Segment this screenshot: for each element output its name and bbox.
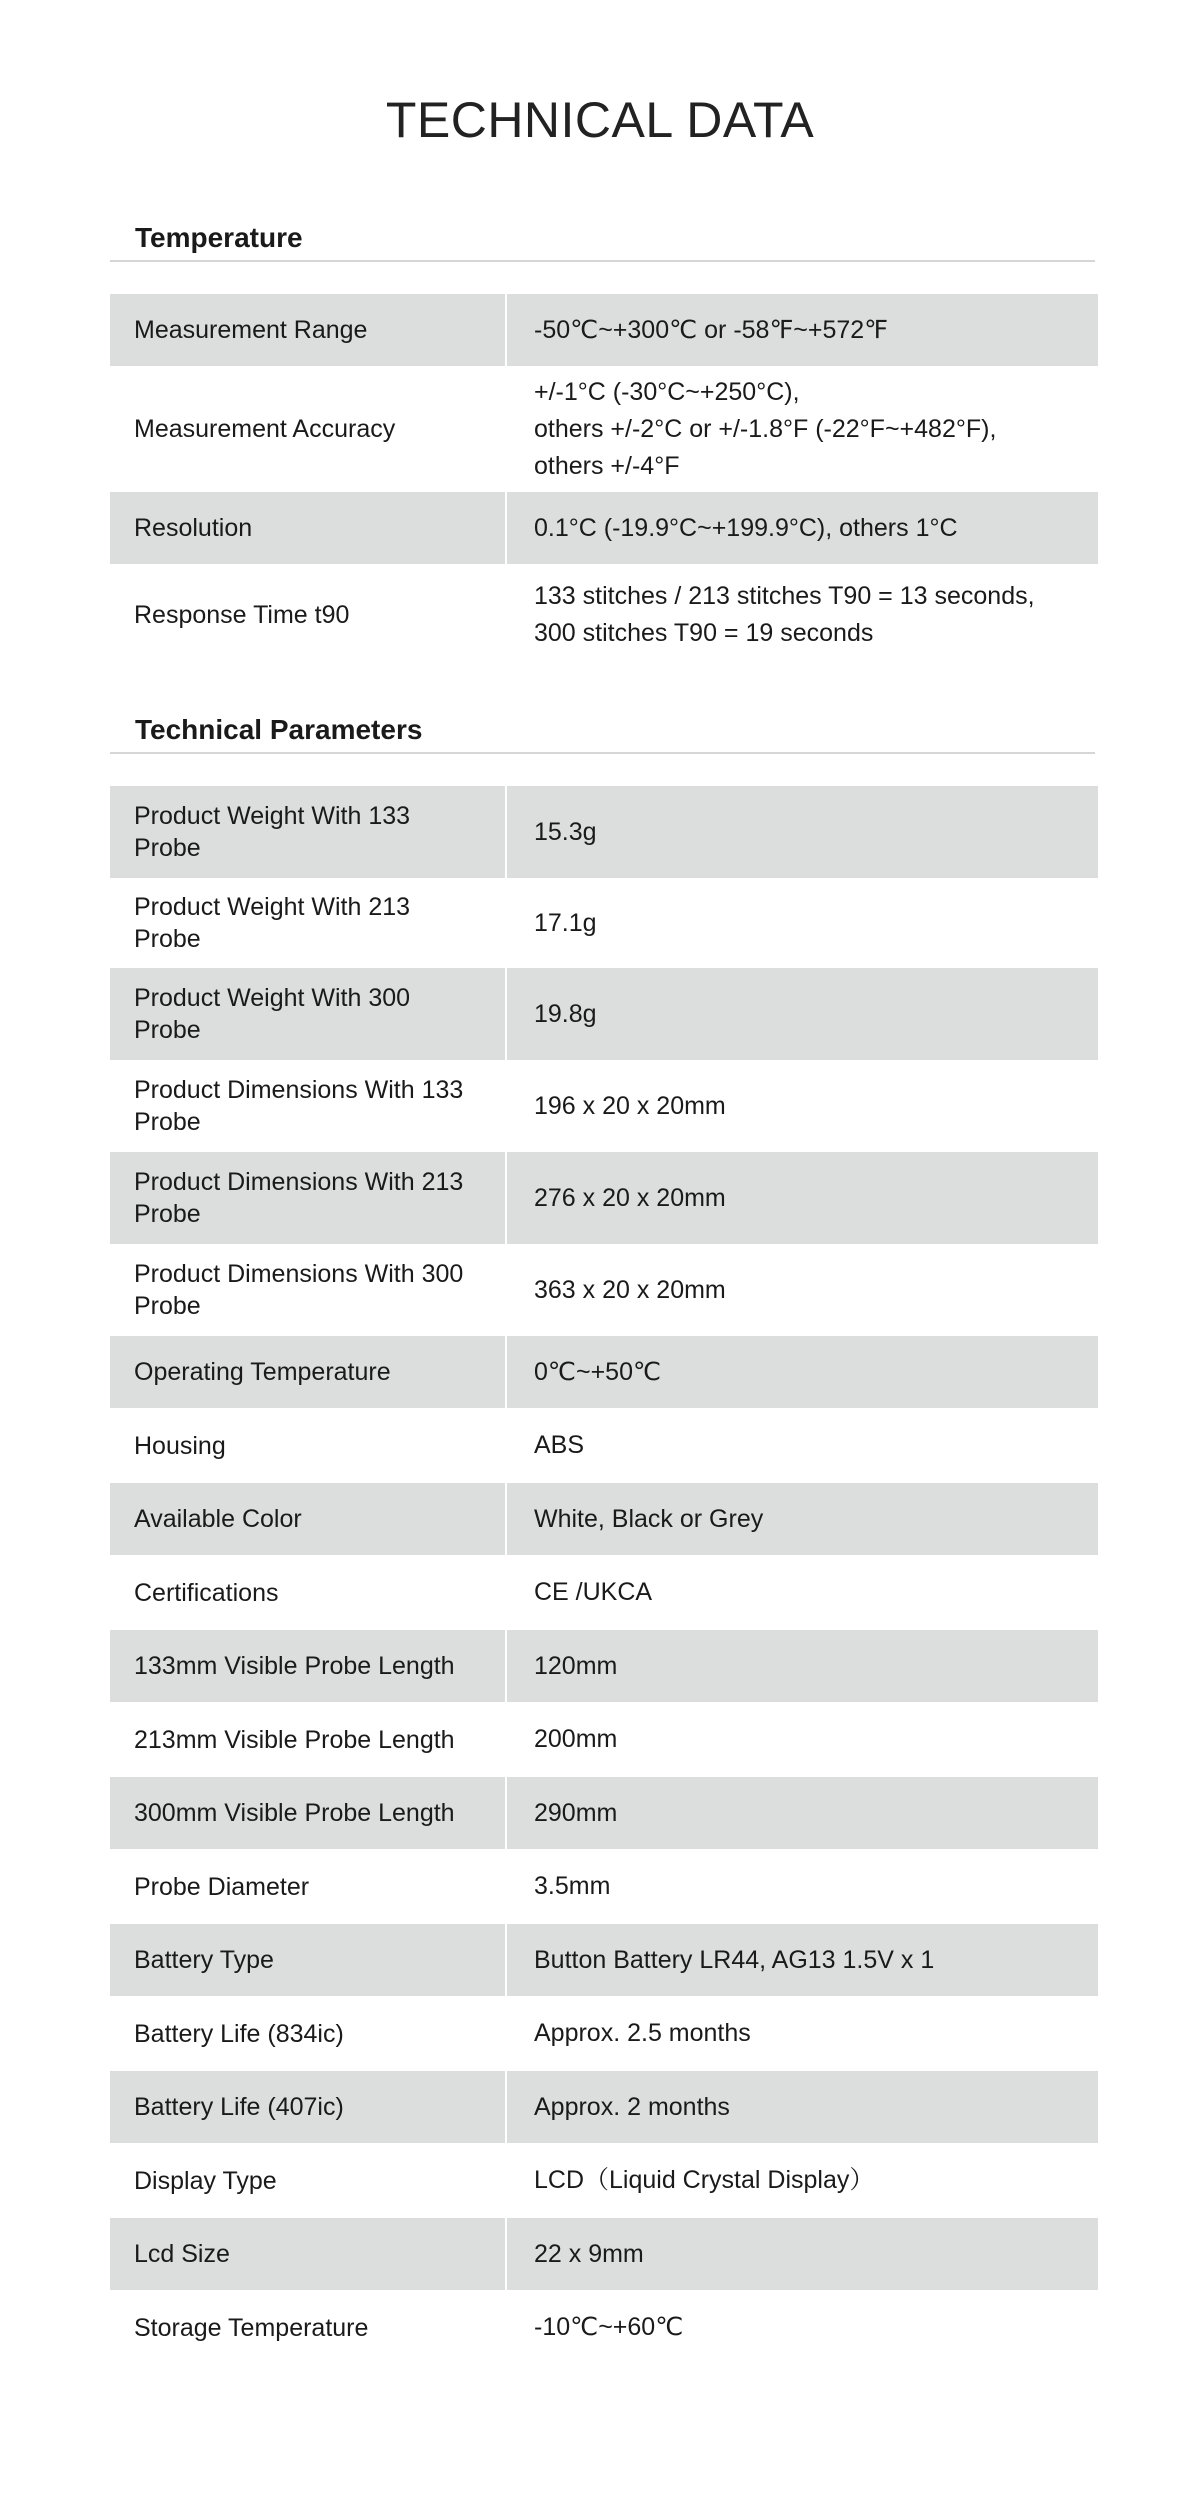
spec-row (110, 786, 1098, 878)
spec-row (110, 1483, 1098, 1555)
spec-value-line: 0℃~+50℃ (534, 1357, 662, 1386)
spec-label: Battery Life (834ic) (110, 1996, 507, 2071)
spec-value-line: 22 x 9mm (534, 2239, 644, 2268)
spec-value-line: 290mm (534, 1798, 618, 1827)
spec-row (110, 878, 1098, 968)
spec-label: Measurement Range (110, 294, 507, 366)
spec-label: 300mm Visible Probe Length (110, 1777, 507, 1849)
spec-value-line: CE /UKCA (534, 1578, 653, 1606)
spec-value (507, 1244, 1098, 1336)
spec-row (110, 564, 1098, 665)
spec-label: Display Type (110, 2143, 507, 2218)
spec-label: Lcd Size (110, 2218, 507, 2290)
spec-label: Product Dimensions With 300 Probe (110, 1244, 507, 1336)
spec-value (507, 2071, 1098, 2143)
spec-value-line: 15.3g (534, 817, 597, 846)
spec-label: Operating Temperature (110, 1336, 507, 1408)
spec-value-line: 276 x 20 x 20mm (534, 1183, 726, 1212)
spec-value (507, 1408, 1098, 1483)
spec-value (507, 968, 1098, 1060)
spec-value-line: 200mm (534, 1725, 618, 1753)
spec-row (110, 1408, 1098, 1483)
spec-row (110, 1702, 1098, 1777)
spec-value (507, 2218, 1098, 2290)
technical-parameters-spec-table (110, 786, 1098, 2365)
spec-value (507, 1555, 1098, 1630)
spec-label: Battery Life (407ic) (110, 2071, 507, 2143)
section-heading-label: Technical Parameters (135, 714, 423, 745)
section-heading-technical-parameters (110, 712, 1095, 754)
spec-label: Product Dimensions With 213 Probe (110, 1152, 507, 1244)
spec-row (110, 968, 1098, 1060)
spec-value (507, 1702, 1098, 1777)
spec-row (110, 1060, 1098, 1152)
spec-row (110, 1924, 1098, 1996)
spec-value (507, 1924, 1098, 1996)
spec-row (110, 1152, 1098, 1244)
spec-label: Product Dimensions With 133 Probe (110, 1060, 507, 1152)
spec-row (110, 492, 1098, 564)
spec-value-line: Button Battery LR44, AG13 1.5V x 1 (534, 1945, 935, 1974)
spec-label: Housing (110, 1408, 507, 1483)
spec-value (507, 492, 1098, 564)
spec-value-line: 300 stitches T90 = 19 seconds (534, 618, 874, 647)
spec-row (110, 1996, 1098, 2071)
spec-value (507, 1849, 1098, 1924)
spec-value-line: 363 x 20 x 20mm (534, 1275, 726, 1304)
spec-row (110, 1849, 1098, 1924)
spec-value (507, 786, 1098, 878)
spec-label: Measurement Accuracy (110, 366, 507, 492)
spec-row (110, 2218, 1098, 2290)
spec-value-line: 17.1g (534, 908, 597, 937)
spec-value-line: others +/-2°C or +/-1.8°F (-22°F~+482°F), (534, 414, 997, 443)
spec-row (110, 1336, 1098, 1408)
spec-label: 133mm Visible Probe Length (110, 1630, 507, 1702)
spec-value-line: LCD（Liquid Crystal Display） (534, 2166, 875, 2194)
spec-label: Product Weight With 213 Probe (110, 878, 507, 968)
spec-value-line: 19.8g (534, 999, 597, 1028)
spec-value-line: Approx. 2.5 months (534, 2019, 751, 2047)
spec-value (507, 294, 1098, 366)
page-title: TECHNICAL DATA (385, 92, 815, 148)
spec-value-line: 196 x 20 x 20mm (534, 1091, 726, 1120)
spec-value-line: 133 stitches / 213 stitches T90 = 13 seconds, (534, 581, 1035, 610)
spec-value-line: 0.1°C (-19.9°C~+199.9°C), others 1°C (534, 513, 958, 542)
spec-row (110, 1555, 1098, 1630)
spec-value-line: others +/-4°F (534, 451, 680, 480)
spec-label: Storage Temperature (110, 2290, 507, 2365)
spec-row (110, 366, 1098, 492)
spec-row (110, 2290, 1098, 2365)
spec-label: Product Weight With 300 Probe (110, 968, 507, 1060)
section-heading-temperature (110, 220, 1095, 262)
spec-label: Available Color (110, 1483, 507, 1555)
temperature-spec-table (110, 294, 1098, 665)
spec-value (507, 1483, 1098, 1555)
spec-value (507, 2290, 1098, 2365)
spec-row (110, 2143, 1098, 2218)
spec-value (507, 564, 1098, 665)
section-heading-label: Temperature (135, 222, 303, 253)
spec-value-line: ABS (534, 1431, 585, 1459)
spec-label: Battery Type (110, 1924, 507, 1996)
spec-row (110, 1244, 1098, 1336)
spec-row (110, 1630, 1098, 1702)
spec-value-line: -50℃~+300℃ or -58℉~+572℉ (534, 315, 888, 344)
spec-label: 213mm Visible Probe Length (110, 1702, 507, 1777)
spec-row (110, 294, 1098, 366)
spec-value-line: White, Black or Grey (534, 1504, 764, 1533)
spec-label: Resolution (110, 492, 507, 564)
spec-value-line: 3.5mm (534, 1872, 611, 1900)
spec-value-line: 120mm (534, 1651, 618, 1680)
spec-value (507, 1152, 1098, 1244)
spec-value (507, 2143, 1098, 2218)
spec-label: Response Time t90 (110, 564, 507, 665)
spec-row (110, 2071, 1098, 2143)
spec-label: Certifications (110, 1555, 507, 1630)
spec-value (507, 1630, 1098, 1702)
spec-label: Probe Diameter (110, 1849, 507, 1924)
spec-value-line: Approx. 2 months (534, 2092, 730, 2121)
spec-value-line: +/-1°C (-30°C~+250°C), (534, 377, 800, 406)
spec-value (507, 1996, 1098, 2071)
spec-value (507, 366, 1098, 492)
spec-value (507, 1777, 1098, 1849)
spec-row (110, 1777, 1098, 1849)
spec-value (507, 1336, 1098, 1408)
spec-value (507, 878, 1098, 968)
spec-value-line: -10℃~+60℃ (534, 2313, 684, 2341)
spec-label: Product Weight With 133 Probe (110, 786, 507, 878)
spec-value (507, 1060, 1098, 1152)
